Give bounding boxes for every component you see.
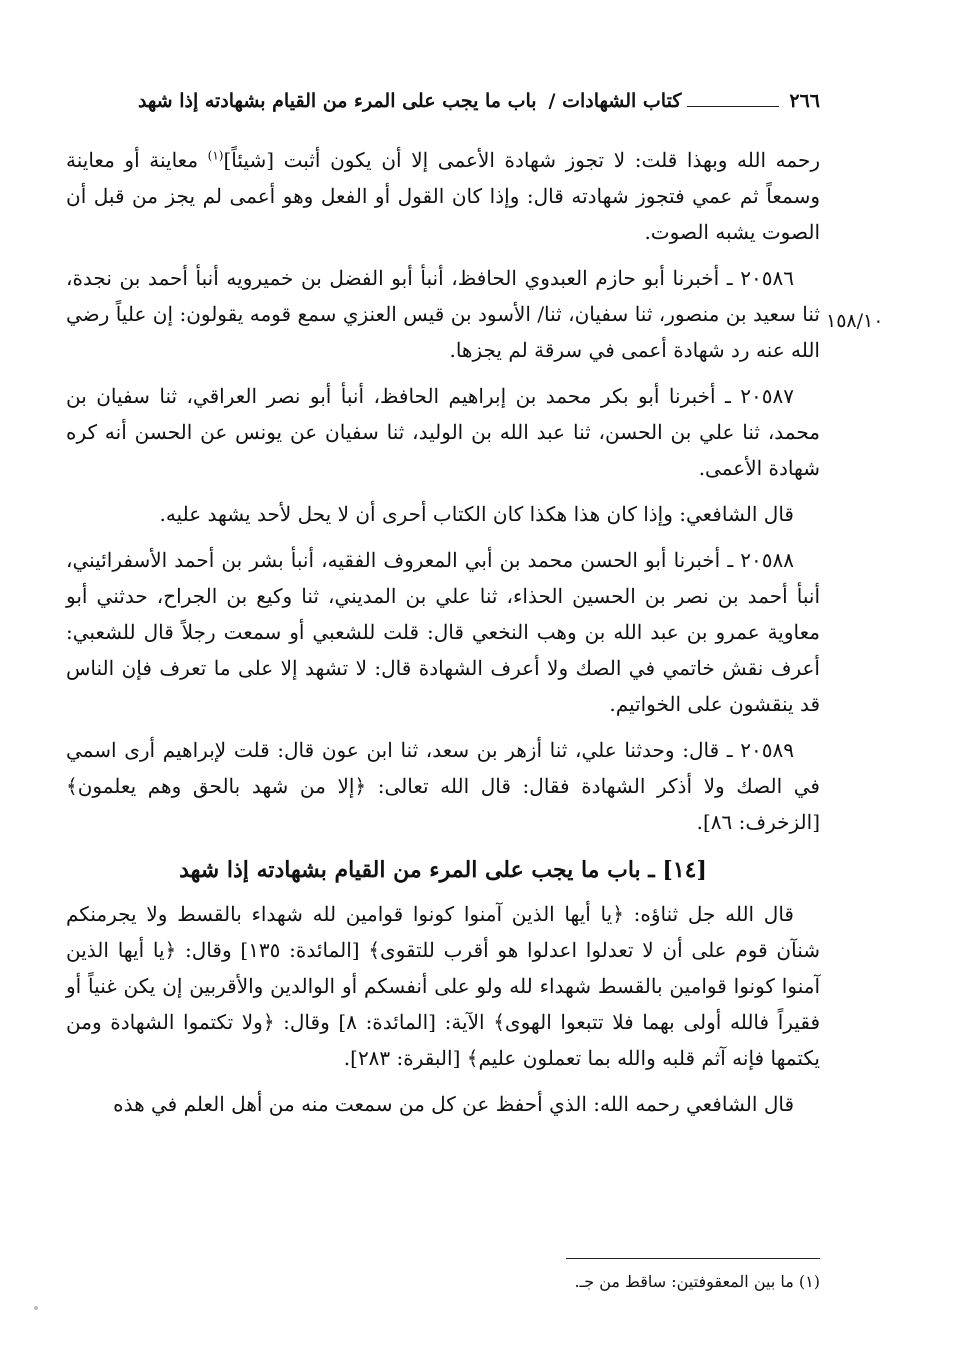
- section-heading: [١٤] ـ باب ما يجب على المرء من القيام بشهادته إذا شهد: [179, 857, 707, 883]
- footnote-marker: (١): [207, 148, 224, 163]
- paragraph-hadith-20587: ٢٠٥٨٧ ـ أخبرنا أبو بكر محمد بن إبراهيم الحافظ، أنبأ أبو نصر العراقي، ثنا سفيان بن محمد، ثنا علي بن الحسن، ثنا عبد الله بن الوليد، ثنا سفيان عن يونس عن الحسن أنه كره شهادة الأعمى.: [66, 384, 820, 480]
- running-header: [62, 86, 820, 116]
- footnote: (١) ما بين المعقوفتين: ساقط من جـ.: [574, 1272, 820, 1291]
- paragraph-hadith-20589: ٢٠٥٨٩ ـ قال: وحدثنا علي، ثنا أزهر بن سعد، ثنا ابن عون قال: قلت لإبراهيم أرى اسمي في الصك ولا أذكر الشهادة فقال: قال الله تعالى: ﴿إلا من شهد بالحق وهم يعلمون﴾ [الزخرف: ٨٦].: [66, 738, 820, 834]
- paragraph-shafii-comment: قال الشافعي: وإذا كان هذا هكذا كان الكتاب أحرى أن لا يحل لأحد يشهد عليه.: [159, 502, 794, 526]
- paragraph-quranic-verses: قال الله جل ثناؤه: ﴿يا أيها الذين آمنوا كونوا قوامين لله شهداء بالقسط ولا يجرمنكم شنآن قوم على أن لا تعدلوا اعدلوا هو أقرب للتقوى﴾ [المائدة: ١٣٥] وقال: ﴿يا أيها الذين آمنوا كونوا قوامين بالقسط شهداء لله ولو على أنفسكم أو الوالدين والأقربين إن يكن غنياً أو فقيراً فالله أولى بهما فلا تتبعوا الهوى﴾ الآية: [المائدة: ٨] وقال: ﴿ولا تكتموا الشهادة ومن يكتمها فإنه آثم قلبه والله بما تعملون عليم﴾ [البقرة: ٢٨٣].: [66, 902, 821, 1070]
- header-chapter-title: باب ما يجب على المرء من القيام بشهادته إذا شهد: [137, 90, 537, 112]
- header-rule: [687, 106, 779, 107]
- scan-speck: [34, 1306, 38, 1310]
- page-number: ٢٦٦: [789, 90, 820, 112]
- main-text: [66, 142, 820, 1132]
- paragraph-hadith-20588: ٢٠٥٨٨ ـ أخبرنا أبو الحسن محمد بن أبي المعروف الفقيه، أنبأ بشر بن أحمد الأسفرائيني، أنبأ أحمد بن نصر بن الحسين الحذاء، ثنا علي بن المديني، ثنا وكيع بن الجراح، حدثني أبو معاوية عمرو بن عبد الله بن وهب النخعي قال: قلت للشعبي أو سمعت رجلاً قال للشعبي: أعرف نقش خاتمي في الصك ولا أعرف الشهادة قال: لا تشهد إلا على ما تعرف فإن الناس قد ينقشون على الخواتيم.: [66, 548, 820, 716]
- footnote-divider: [566, 1258, 820, 1259]
- paragraph: رحمه الله وبهذا قلت: لا تجوز شهادة الأعمى إلا أن يكون أثبت [شيئاً]$^{(١)}$ معاينة أو معاينة وسمعاً ثم عمي فتجوز شهادته قال: وإذا كان القول أو الفعل وهو أعمى لم يجز من قبل أن الصوت يشبه الصوت.: [66, 148, 820, 244]
- header-book-title: كتاب الشهادات /: [548, 90, 682, 112]
- margin-reference: ١٥٨/١٠: [826, 310, 884, 332]
- paragraph-shafii-continued: قال الشافعي رحمه الله: الذي أحفظ عن كل من سمعت منه من أهل العلم في هذه: [113, 1092, 794, 1116]
- paragraph-hadith-20586: ٢٠٥٨٦ ـ أخبرنا أبو حازم العبدوي الحافظ، أنبأ أبو الفضل بن خميرويه أنبأ أحمد بن نجدة، ثنا سعيد بن منصور، ثنا سفيان، ثنا/ الأسود بن قيس العنزي سمع قومه يقولون: إن علياً رضي الله عنه رد شهادة أعمى في سرقة لم يجزها.: [66, 266, 820, 362]
